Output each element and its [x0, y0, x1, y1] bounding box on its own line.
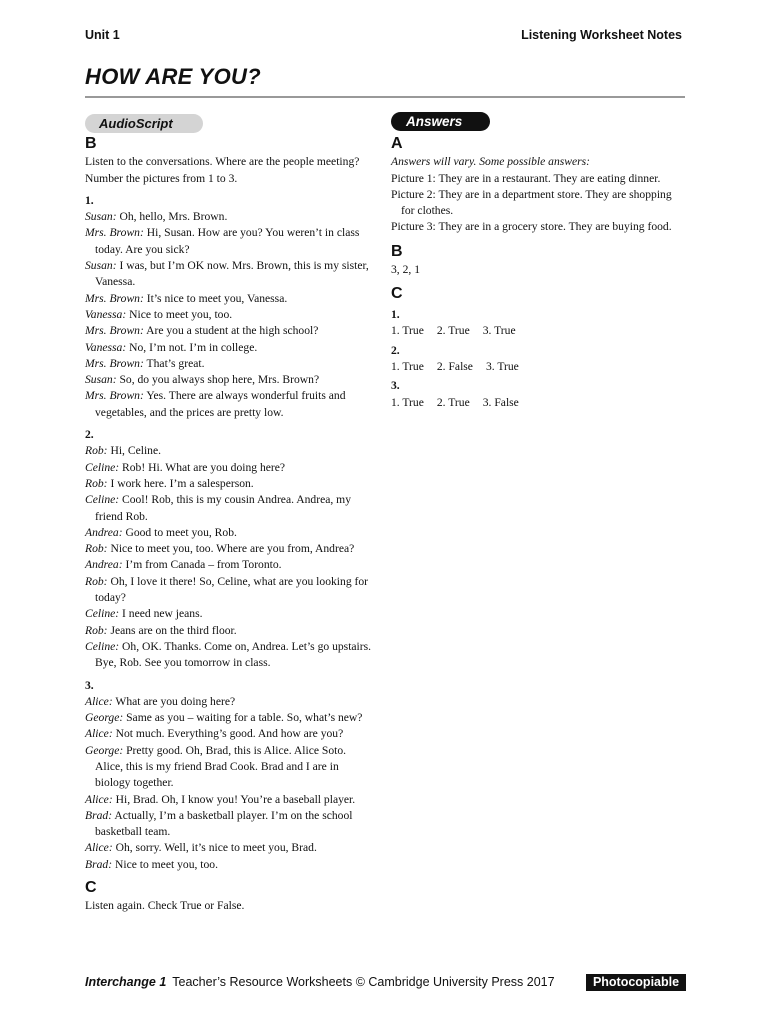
answers-section-c-letter: C [391, 285, 403, 303]
speaker-name: George: [85, 743, 124, 757]
dialogue-text: I’m from Canada – from Toronto. [125, 558, 282, 572]
dialogue-line [85, 743, 375, 792]
conversation-number: 1. [85, 193, 94, 207]
speaker-name: Celine: [85, 493, 120, 507]
speaker-name: Rob: [85, 542, 108, 556]
dialogue-line [85, 372, 375, 388]
dialogue-line [85, 476, 375, 492]
dialogue-text: Good to meet you, Rob. [125, 525, 237, 539]
answer-row [391, 395, 686, 411]
speaker-name: Susan: [85, 259, 117, 273]
dialogue-text: Hi, Brad. Oh, I know you! You’re a baseball player. [115, 792, 356, 806]
speaker-name: Celine: [85, 460, 120, 474]
speaker-name: Mrs. Brown: [85, 324, 144, 338]
speaker-name: Brad: [85, 857, 113, 871]
dialogue-text: I was, but I’m OK now. Mrs. Brown, this is my sister, Vanessa. [95, 259, 369, 289]
dialogue-line [85, 460, 375, 476]
dialogue-text: Hi, Celine. [110, 444, 162, 458]
speaker-name: Rob: [85, 623, 108, 637]
dialogue-line [85, 710, 375, 726]
dialogue-text: Are you a student at the high school? [146, 324, 319, 338]
dialogue-text: Jeans are on the third floor. [110, 623, 237, 637]
spacer [85, 187, 375, 190]
dialogue-text: I work here. I’m a salesperson. [110, 476, 254, 490]
dialogue-line [85, 623, 375, 639]
speaker-name: Celine: [85, 639, 120, 653]
answers-section-b-answer: 3, 2, 1 [391, 262, 420, 276]
footer-brand: Interchange 1 [85, 975, 167, 989]
audioscript-section-b-letter: B [85, 135, 97, 153]
dialogue-text: Cool! Rob, this is my cousin Andrea. Andrea, my friend Rob. [95, 493, 351, 523]
true-false-answer: 1. True [391, 324, 424, 338]
dialogue-line [85, 639, 375, 672]
dialogue-text: Rob! Hi. What are you doing here? [122, 460, 286, 474]
speaker-name: Andrea: [85, 525, 123, 539]
dialogue-line [85, 726, 375, 742]
dialogue-text: Actually, I’m a basketball player. I’m on the school basketball team. [95, 808, 353, 839]
speaker-name: Alice: [85, 694, 113, 708]
speaker-name: Mrs. Brown: [85, 226, 144, 240]
dialogue-line [85, 840, 375, 856]
dialogue-text: Oh, I love it there! So, Celine, what are you looking for today? [95, 574, 369, 605]
dialogue-text: That’s great. [146, 356, 205, 370]
photocopiable-badge: Photocopiable [586, 974, 686, 991]
picture-answer: Picture 2: They are in a department store. They are shopping for clothes. [391, 187, 672, 218]
dialogue-line [85, 388, 375, 421]
true-false-answer: 2. False [436, 359, 473, 373]
dialogue-line [85, 857, 375, 873]
answers-pill: Answers [391, 112, 490, 131]
audioscript-section-c-letter: C [85, 879, 97, 897]
speaker-name: Susan: [85, 373, 117, 387]
conversation-number: 3. [85, 678, 94, 692]
dialogue-text: Oh, hello, Mrs. Brown. [119, 210, 228, 224]
audioscript-column [85, 114, 375, 914]
true-false-answer: 1. True [391, 359, 424, 373]
speaker-name: Mrs. Brown: [85, 291, 144, 305]
answer-row [391, 323, 686, 339]
unit-label: Unit 1 [85, 28, 120, 42]
audioscript-section-b-instruction: Listen to the conversations. Where are the people meeting? Number the pictures from 1 to 3. [85, 155, 360, 185]
dialogue-text: What are you doing here? [115, 694, 236, 708]
dialogue-line [85, 606, 375, 622]
speaker-name: Rob: [85, 444, 108, 458]
answers-picture-list [391, 171, 686, 236]
speaker-name: Brad: [85, 808, 113, 822]
speaker-name: Alice: [85, 841, 113, 855]
dialogue-text: Pretty good. Oh, Brad, this is Alice. Alice Soto. Alice, this is my friend Brad Cook. Brad and I are in biology together. [95, 743, 347, 790]
dialogue-text: I need new jeans. [122, 607, 203, 621]
dialogue-line [85, 492, 375, 525]
footer-copyright: Teacher’s Resource Worksheets © Cambridge University Press 2017 [172, 975, 555, 989]
dialogue-text: Oh, OK. Thanks. Come on, Andrea. Let’s go upstairs. Bye, Rob. See you tomorrow in class. [95, 639, 372, 670]
dialogue-line [85, 291, 375, 307]
dialogue-line [85, 443, 375, 459]
answers-section-a-intro: Answers will vary. Some possible answers: [391, 155, 591, 169]
dialogue-line [85, 574, 375, 607]
answer-row [391, 359, 686, 375]
speaker-name: Andrea: [85, 558, 123, 572]
dialogue-line [85, 694, 375, 710]
dialogue-text: Oh, sorry. Well, it’s nice to meet you, Brad. [115, 841, 317, 855]
dialogue-text: Yes. There are always wonderful fruits and vegetables, and the prices are pretty low. [95, 389, 346, 419]
speaker-name: Rob: [85, 476, 108, 490]
speaker-name: Alice: [85, 727, 113, 741]
true-false-answer: 2. True [436, 324, 470, 338]
dialogue-line [85, 307, 375, 323]
dialogue-text: Same as you – waiting for a table. So, what’s new? [126, 711, 363, 725]
speaker-name: Mrs. Brown: [85, 389, 144, 403]
speaker-name: Vanessa: [85, 340, 127, 354]
true-false-answer: 3. True [482, 324, 516, 338]
dialogue-line [85, 525, 375, 541]
answer-group-number: 2. [391, 343, 400, 357]
true-false-answer: 3. False [482, 395, 519, 409]
speaker-name: Susan: [85, 210, 117, 224]
answers-section-b-letter: B [391, 242, 403, 260]
dialogue-text: So, do you always shop here, Mrs. Brown? [119, 373, 320, 387]
true-false-answer: 1. True [391, 395, 424, 409]
speaker-name: George: [85, 711, 124, 725]
speaker-name: Alice: [85, 792, 113, 806]
dialogue-line [85, 225, 375, 258]
dialogue-line [85, 792, 375, 808]
true-false-answer: 2. True [436, 395, 470, 409]
audioscript-pill: AudioScript [85, 114, 203, 133]
dialogue-text: Nice to meet you, too. [129, 307, 233, 321]
dialogue-text: Not much. Everything’s good. And how are you? [115, 727, 344, 741]
title-divider [85, 96, 685, 98]
speaker-name: Mrs. Brown: [85, 356, 144, 370]
answer-group-number: 3. [391, 379, 400, 393]
answer-group-number: 1. [391, 308, 400, 322]
speaker-name: Rob: [85, 574, 108, 588]
dialogue-line [85, 356, 375, 372]
spacer [85, 421, 375, 424]
picture-answer: Picture 1: They are in a restaurant. They are eating dinner. [391, 171, 661, 185]
worksheet-type-label: Listening Worksheet Notes [521, 28, 682, 42]
speaker-name: Celine: [85, 607, 120, 621]
dialogue-text: Nice to meet you, too. [114, 857, 218, 871]
footer [85, 975, 555, 989]
answers-section-c-groups [391, 307, 686, 411]
dialogue-text: Hi, Susan. How are you? You weren’t in class today. Are you sick? [95, 226, 360, 256]
dialogue-text: Nice to meet you, too. Where are you from, Andrea? [110, 542, 355, 556]
answers-column [391, 112, 686, 411]
dialogue-line [85, 340, 375, 356]
dialogue-text: No, I’m not. I’m in college. [129, 340, 258, 354]
conversations [85, 187, 375, 873]
dialogue-line [85, 557, 375, 573]
audioscript-section-c-instruction: Listen again. Check True or False. [85, 899, 245, 913]
dialogue-line [85, 541, 375, 557]
conversation-number: 2. [85, 428, 94, 442]
dialogue-line [85, 808, 375, 841]
dialogue-line [85, 209, 375, 225]
answers-section-a-letter: A [391, 135, 403, 153]
dialogue-line [85, 258, 375, 291]
spacer [85, 672, 375, 675]
speaker-name: Vanessa: [85, 307, 127, 321]
dialogue-line [85, 323, 375, 339]
picture-answer: Picture 3: They are in a grocery store. They are buying food. [391, 220, 672, 234]
true-false-answer: 3. True [485, 359, 519, 373]
dialogue-text: It’s nice to meet you, Vanessa. [146, 291, 288, 305]
page-title: HOW ARE YOU? [85, 64, 261, 89]
